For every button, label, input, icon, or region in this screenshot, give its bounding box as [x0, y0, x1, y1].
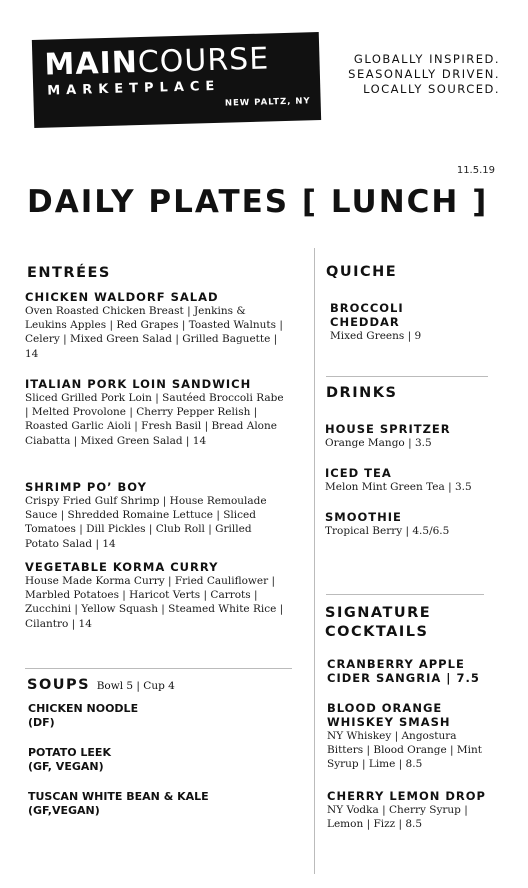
entree-desc: Crispy Fried Gulf Shrimp | House Remoulade Sauce | Shredded Romaine Lettuce | Sliced Tomatoes | Dill Pickles | Club Roll | Grilled Potato Salad | 14	[25, 495, 267, 550]
drink-item	[325, 466, 500, 494]
page-title: DAILY PLATES [ LUNCH ]	[27, 184, 489, 220]
logo-course: COURSE	[137, 41, 270, 81]
cocktails-heading-line-1: SIGNATURE	[325, 605, 432, 621]
tagline-line-2: SEASONALLY DRIVEN.	[348, 67, 500, 81]
drinks-divider	[326, 376, 488, 377]
drink-desc: Orange Mango | 3.5	[325, 437, 432, 449]
drinks-section	[326, 384, 496, 403]
cocktail-item	[327, 789, 502, 831]
soup-item	[28, 746, 290, 774]
cocktail-name-line-2: CIDER SANGRIA | 7.5	[327, 671, 480, 685]
entree-desc: Oven Roasted Chicken Breast | Jenkins & Leukins Apples | Red Grapes | Toasted Walnuts | Celery | Mixed Green Salad | Grilled Baguette | 14	[25, 305, 283, 360]
drink-name: ICED TEA	[325, 466, 392, 480]
cocktail-desc: NY Whiskey | Angostura Bitters | Blood Orange | Mint Syrup | Lime | 8.5	[327, 730, 483, 771]
cocktail-item	[327, 701, 487, 772]
quiche-name-line-2: CHEDDAR	[330, 315, 400, 329]
cocktail-name-line-1: CRANBERRY APPLE	[327, 657, 465, 671]
entree-desc: House Made Korma Curry | Fried Cauliflower | Marbled Potatoes | Haricot Verts | Carrots | Zucchini | Yellow Squash | Steamed White Rice | Cilantro | 14	[25, 575, 284, 630]
column-divider	[314, 248, 315, 874]
cocktail-name-line-1: BLOOD ORANGE	[327, 701, 443, 715]
soup-item	[28, 702, 290, 730]
quiche-desc: Mixed Greens | 9	[330, 330, 422, 342]
entree-name: CHICKEN WALDORF SALAD	[25, 290, 219, 304]
soup-item	[28, 790, 290, 818]
quiche-heading: QUICHE	[326, 264, 398, 280]
soup-name: CHICKEN NOODLE	[28, 702, 139, 715]
entree-name: VEGETABLE KORMA CURRY	[25, 560, 219, 574]
cocktail-item	[327, 657, 502, 685]
entree-item	[25, 290, 287, 361]
soup-tag: (GF,VEGAN)	[28, 804, 100, 817]
quiche-section	[326, 263, 496, 282]
soup-name: TUSCAN WHITE BEAN & KALE	[28, 790, 209, 803]
entree-name: SHRIMP PO’ BOY	[25, 480, 147, 494]
drink-desc: Melon Mint Green Tea | 3.5	[325, 481, 472, 493]
soup-name: POTATO LEEK	[28, 746, 111, 759]
soups-heading	[27, 676, 289, 696]
soups-divider	[25, 668, 292, 669]
entree-item	[25, 377, 287, 448]
logo-marketplace: MARKETPLACE	[47, 78, 221, 99]
tagline	[348, 52, 500, 97]
cocktail-name-line-1: CHERRY LEMON DROP	[327, 789, 486, 803]
drink-name: SMOOTHIE	[325, 510, 402, 524]
entree-item	[25, 560, 287, 631]
drinks-heading: DRINKS	[326, 385, 398, 401]
drink-desc: Tropical Berry | 4.5/6.5	[325, 525, 450, 537]
drink-item	[325, 510, 500, 538]
logo-wordmark	[44, 41, 270, 83]
soup-tag: (DF)	[28, 716, 55, 729]
soup-tag: (GF, VEGAN)	[28, 760, 104, 773]
quiche-name-line-1: BROCCOLI	[330, 301, 404, 315]
brand-logo	[32, 32, 321, 128]
entree-desc: Sliced Grilled Pork Loin | Sautéed Broccoli Rabe | Melted Provolone | Cherry Pepper Relish | Roasted Garlic Aioli | Fresh Basil | Bread Alone Ciabatta | Mixed Green Salad | 14	[25, 392, 284, 447]
tagline-line-1: GLOBALLY INSPIRED.	[353, 52, 500, 66]
cocktails-divider	[326, 594, 484, 595]
cocktail-name-line-2: WHISKEY SMASH	[327, 715, 451, 729]
cocktails-heading-line-2: COCKTAILS	[325, 624, 429, 640]
quiche-item	[330, 301, 490, 343]
cocktail-desc: NY Vodka | Cherry Syrup | Lemon | Fizz | 8.5	[327, 804, 468, 831]
soups-title: SOUPS	[27, 677, 91, 693]
drink-name: HOUSE SPRITZER	[325, 422, 451, 436]
logo-main: MAIN	[44, 45, 139, 83]
entrees-heading: ENTRÉES	[27, 265, 111, 281]
entree-name: ITALIAN PORK LOIN SANDWICH	[25, 377, 252, 391]
soups-section	[27, 676, 289, 696]
menu-date: 11.5.19	[456, 165, 495, 176]
entree-item	[25, 480, 287, 551]
tagline-line-3: LOCALLY SOURCED.	[363, 82, 500, 96]
drink-item	[325, 422, 500, 450]
entrees-section	[27, 264, 289, 283]
logo-location: NEW PALTZ, NY	[224, 96, 311, 109]
cocktails-section	[325, 604, 500, 642]
soups-price-note: Bowl 5 | Cup 4	[96, 680, 175, 692]
